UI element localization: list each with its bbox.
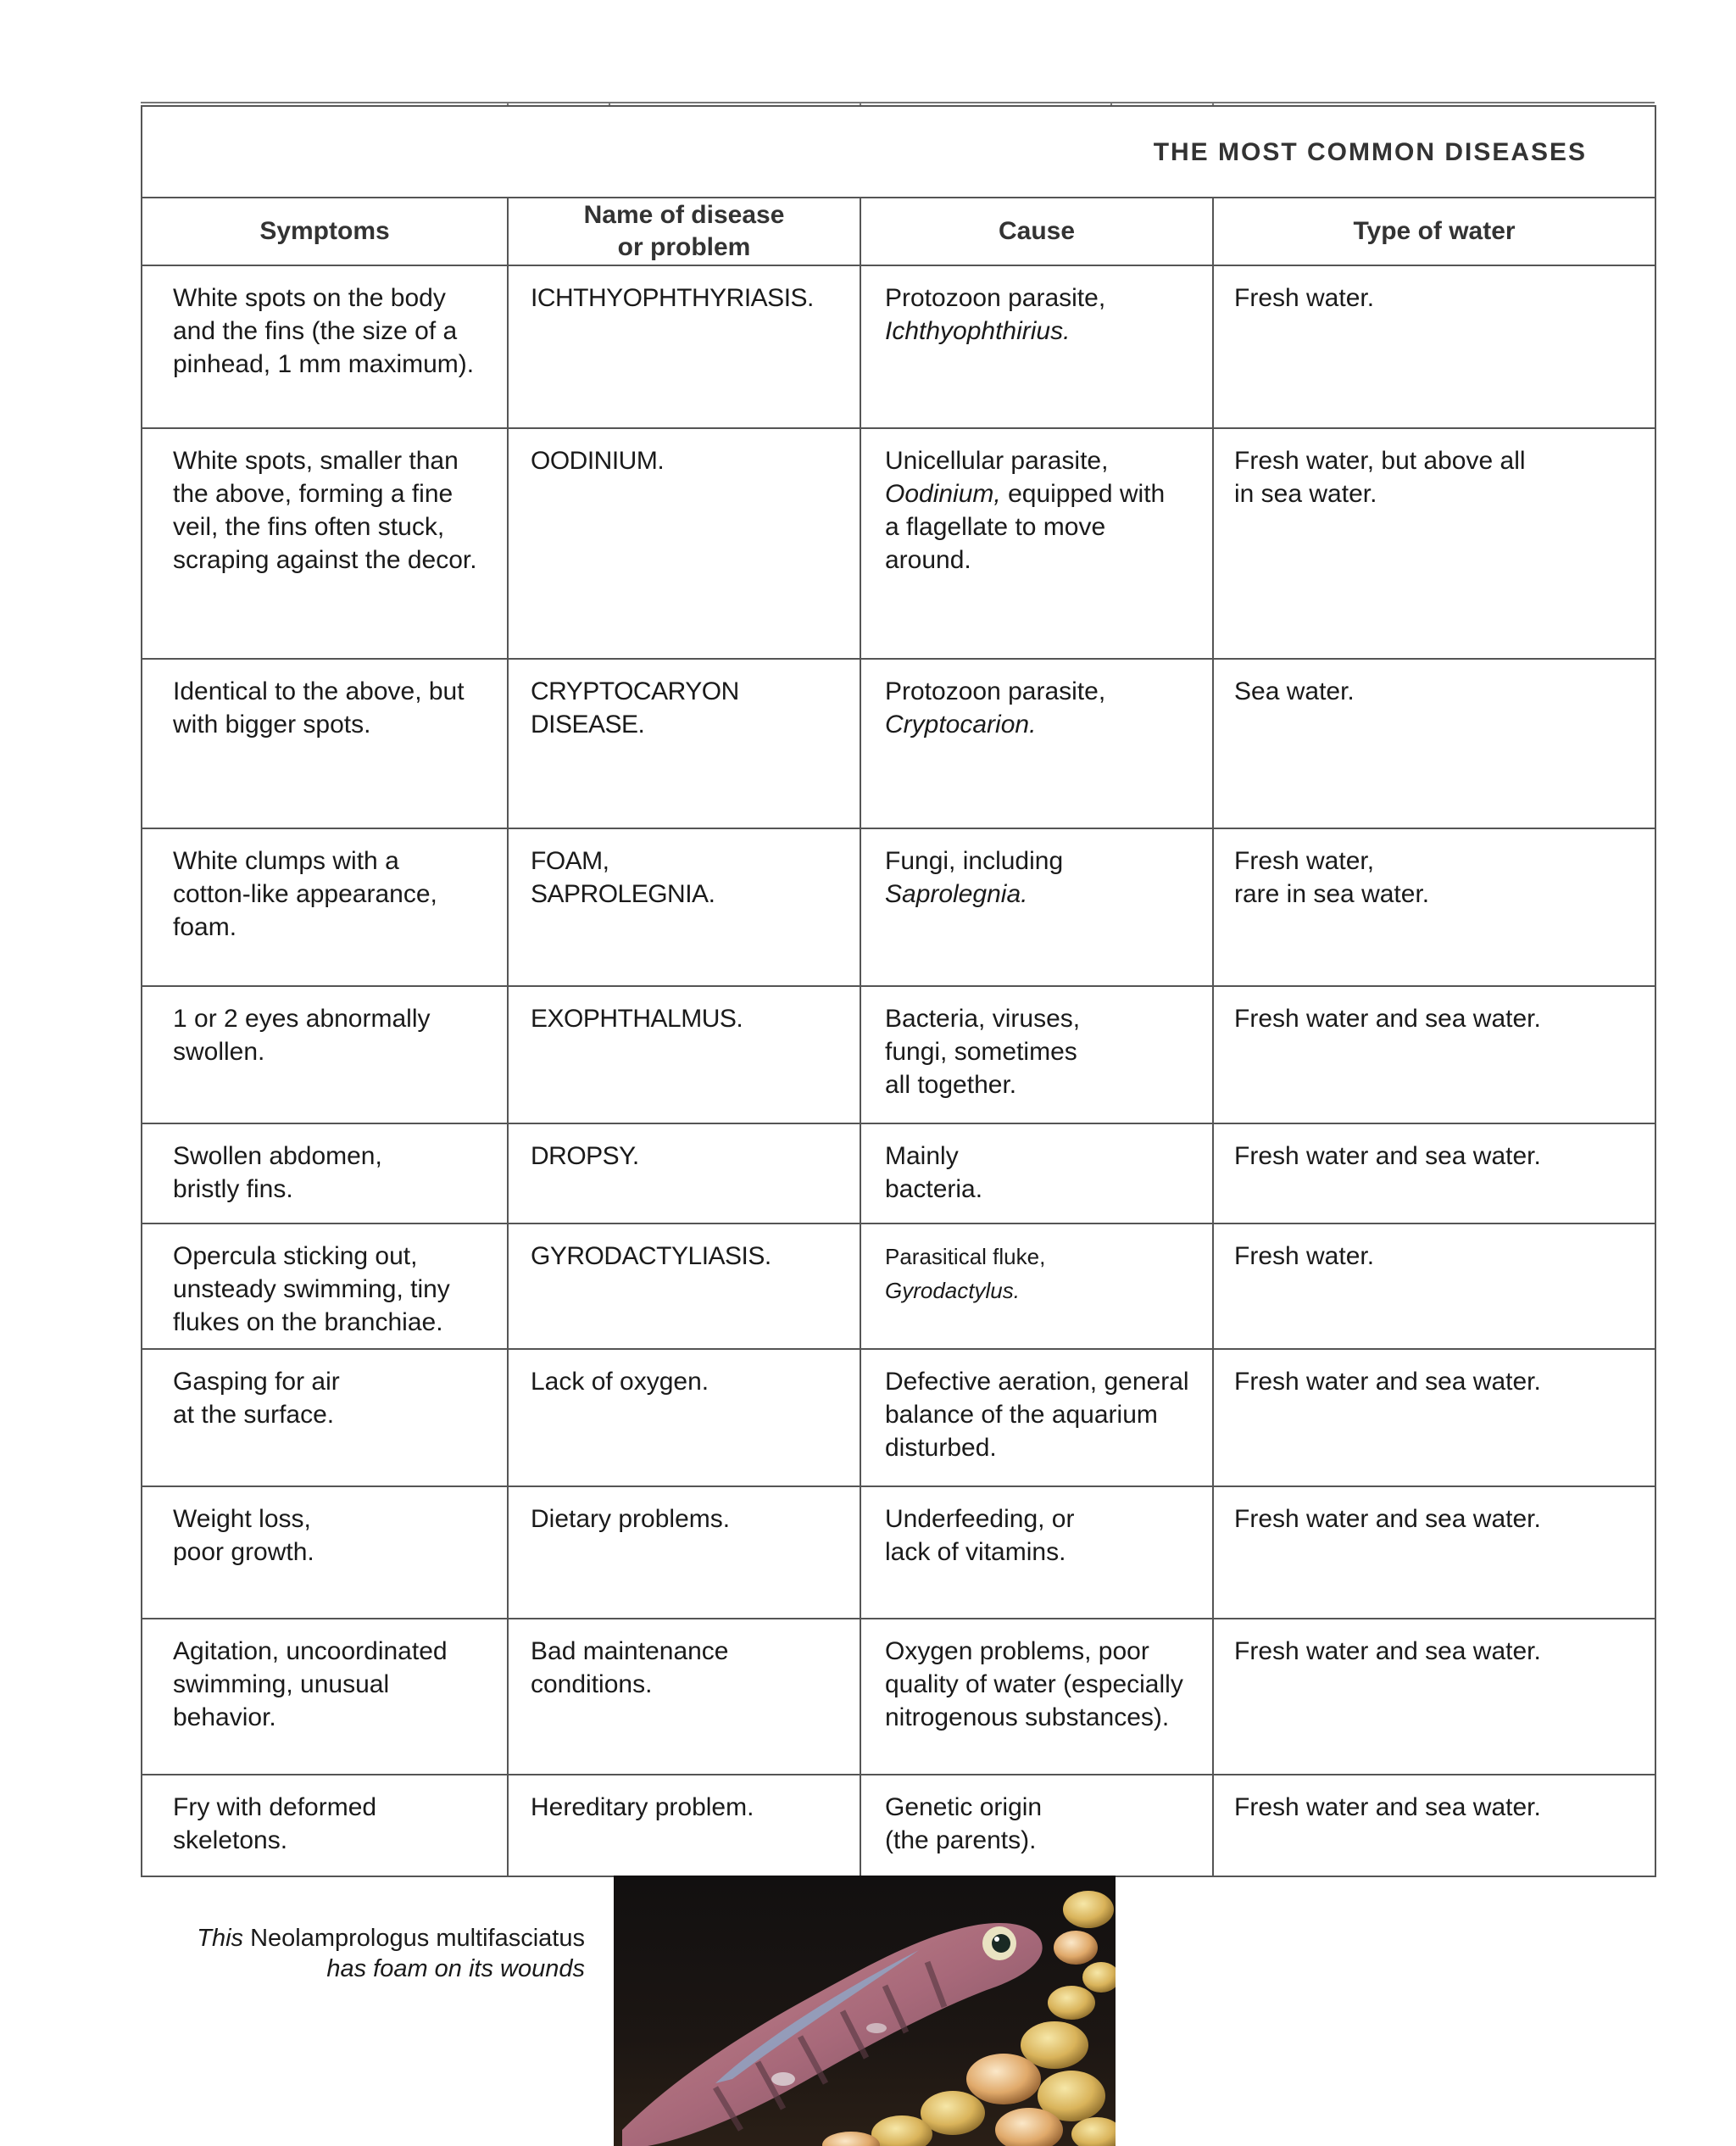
fish-illustration [614, 1876, 1116, 2146]
caption-this: This [197, 1925, 244, 1952]
cell-name: Bad maintenance conditions. [508, 1619, 860, 1775]
cell-name: OODINIUM. [508, 428, 860, 659]
header-cause: Cause [860, 198, 1213, 265]
cell-water: Fresh water and sea water. [1213, 1123, 1655, 1223]
cell-symptoms: Agitation, uncoordinated swimming, unusual behavior. [142, 1619, 508, 1775]
cell-symptoms: Swollen abdomen, bristly fins. [142, 1123, 508, 1223]
cell-name: Lack of oxygen. [508, 1349, 860, 1486]
table-title: THE MOST COMMON DISEASES [142, 106, 1655, 198]
table-row [142, 1223, 1655, 1349]
table-row [142, 428, 1655, 659]
cell-symptoms: Identical to the above, but with bigger spots. [142, 659, 508, 828]
cell-cause: Mainly bacteria. [860, 1123, 1213, 1223]
cause-text: Parasitical fluke, [885, 1244, 1046, 1269]
cause-text: Protozoon parasite, [885, 677, 1106, 705]
cell-name: ICHTHYOPHTHYRIASIS. [508, 265, 860, 428]
table-row [142, 1123, 1655, 1223]
table-row [142, 1486, 1655, 1619]
table-title-row [142, 106, 1655, 198]
cause-organism: Ichthyophthirius. [885, 317, 1071, 345]
cell-water: Fresh water and sea water. [1213, 1349, 1655, 1486]
cell-water: Fresh water and sea water. [1213, 1619, 1655, 1775]
cell-symptoms: Weight loss, poor growth. [142, 1486, 508, 1619]
photo-caption [153, 1923, 585, 1984]
cell-water: Fresh water and sea water. [1213, 986, 1655, 1123]
cell-water: Fresh water and sea water. [1213, 1775, 1655, 1876]
table-row [142, 659, 1655, 828]
header-name: Name of disease or problem [508, 198, 860, 265]
cause-text: Unicellular parasite, [885, 447, 1109, 475]
cell-symptoms: Fry with deformed skeletons. [142, 1775, 508, 1876]
cell-cause: Oxygen problems, poor quality of water (especially nitrogenous substances). [860, 1619, 1213, 1775]
cell-cause: Bacteria, viruses, fungi, sometimes all together. [860, 986, 1213, 1123]
cell-name: CRYPTOCARYON DISEASE. [508, 659, 860, 828]
cell-cause: Genetic origin (the parents). [860, 1775, 1213, 1876]
table-row [142, 265, 1655, 428]
cell-water: Fresh water. [1213, 1223, 1655, 1349]
table-top-rule [141, 102, 1655, 103]
cell-cause [860, 428, 1213, 659]
cause-organism: Oodinium, [885, 480, 1001, 508]
cell-water: Fresh water, but above all in sea water. [1213, 428, 1655, 659]
cell-cause [860, 659, 1213, 828]
cell-symptoms: Gasping for air at the surface. [142, 1349, 508, 1486]
table-row [142, 1775, 1655, 1876]
fish-photo [614, 1876, 1116, 2146]
cell-name: DROPSY. [508, 1123, 860, 1223]
cell-cause [860, 265, 1213, 428]
header-water: Type of water [1213, 198, 1655, 265]
caption-species: Neolamprologus multifasciatus [250, 1925, 585, 1952]
cell-water: Fresh water, rare in sea water. [1213, 828, 1655, 986]
cause-organism: Cryptocarion. [885, 711, 1037, 739]
caption-rest: has foam on its wounds [326, 1955, 585, 1982]
cell-symptoms: White clumps with a cotton-like appearance, foam. [142, 828, 508, 986]
table-row [142, 1349, 1655, 1486]
cause-text: Protozoon parasite, [885, 284, 1106, 312]
cell-name: Hereditary problem. [508, 1775, 860, 1876]
cell-water: Fresh water. [1213, 265, 1655, 428]
cell-name: FOAM, SAPROLEGNIA. [508, 828, 860, 986]
cell-symptoms: 1 or 2 eyes abnormally swollen. [142, 986, 508, 1123]
cell-symptoms: White spots on the body and the fins (the size of a pinhead, 1 mm maximum). [142, 265, 508, 428]
header-symptoms: Symptoms [142, 198, 508, 265]
cell-name: GYRODACTYLIASIS. [508, 1223, 860, 1349]
cell-cause [860, 1223, 1213, 1349]
cell-water: Fresh water and sea water. [1213, 1486, 1655, 1619]
cell-water: Sea water. [1213, 659, 1655, 828]
cell-cause: Defective aeration, general balance of the aquarium disturbed. [860, 1349, 1213, 1486]
cause-organism: Gyrodactylus. [885, 1278, 1020, 1303]
table-row [142, 828, 1655, 986]
cell-name: Dietary problems. [508, 1486, 860, 1619]
table-header-row [142, 198, 1655, 265]
cell-symptoms: Opercula sticking out, unsteady swimming, tiny flukes on the branchiae. [142, 1223, 508, 1349]
cell-cause [860, 828, 1213, 986]
cell-name: EXOPHTHALMUS. [508, 986, 860, 1123]
table-row [142, 986, 1655, 1123]
table-row [142, 1619, 1655, 1775]
cause-organism: Saprolegnia. [885, 880, 1028, 908]
cause-text-rest: equipped with a flagellate to move around. [885, 480, 1166, 574]
cell-symptoms: White spots, smaller than the above, forming a fine veil, the fins often stuck, scraping against the decor. [142, 428, 508, 659]
cell-cause: Underfeeding, or lack of vitamins. [860, 1486, 1213, 1619]
cause-text: Fungi, including [885, 847, 1064, 875]
diseases-table [141, 105, 1656, 1877]
